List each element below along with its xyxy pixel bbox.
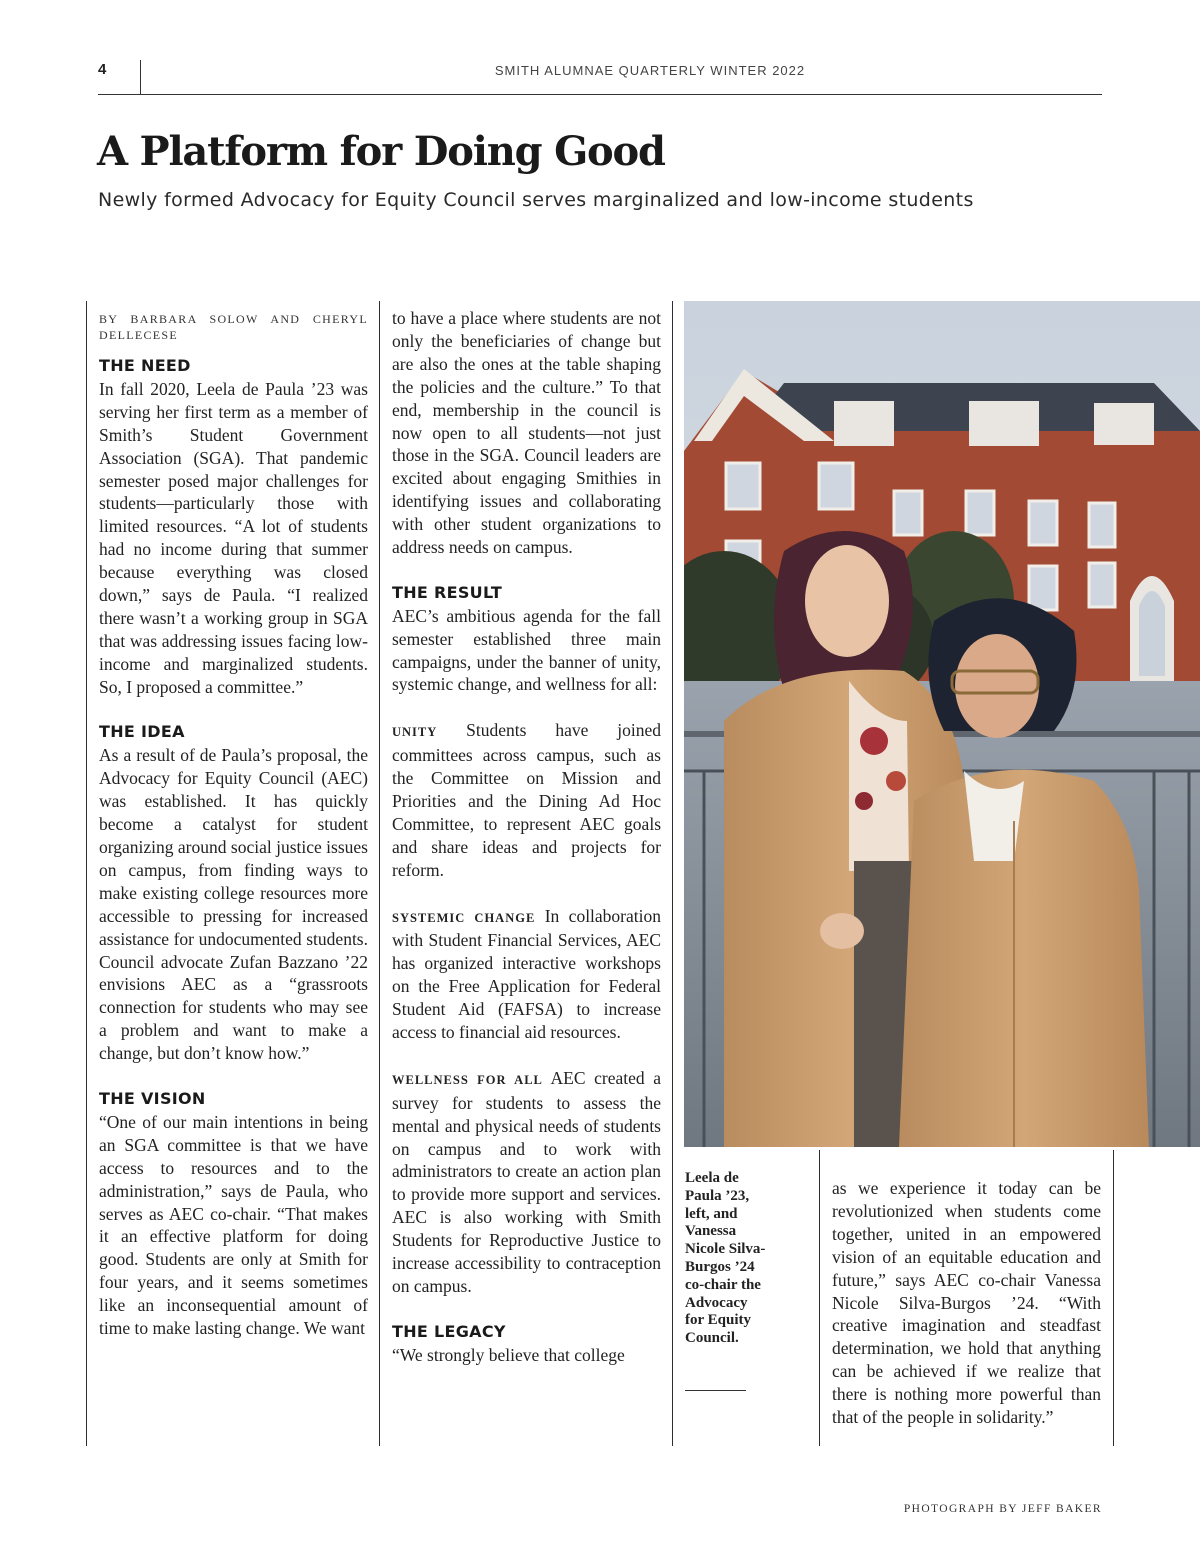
column-rule-left (86, 301, 87, 1446)
campaign-unity-label: UNITY (392, 725, 438, 740)
photo-illustration (684, 301, 1200, 1147)
column-rule-caption (819, 1150, 820, 1446)
section-heading-idea: THE IDEA (99, 722, 185, 742)
campaign-wellness-label: WELLNESS FOR ALL (392, 1072, 543, 1087)
page-number: 4 (98, 61, 107, 78)
column-rule-middle (379, 301, 380, 1446)
campaign-wellness-text: AEC created a survey for students to assess the mental and physical needs of students on campus and to work with administrators to create an action plan to provide more support and services. AEC is also working with Smith Students for Reproductive Justice to increase accessibility to contraception on campus. (392, 1067, 662, 1296)
column-rule-right (672, 301, 673, 1446)
body-vision-part1: “One of our main intentions in being an SGA committee is that we have access to resources and to the administration,” says de Paula, who serves as AEC co-chair. “That makes it an effective platform for doing good. Students are only at Smith for four years, and it seems sometimes like an inconsequential amount of time to make lasting change. We want (99, 1111, 368, 1339)
campaign-systemic-label: SYSTEMIC CHANGE (392, 910, 536, 925)
body-idea: As a result of de Paula’s proposal, the Advocacy for Equity Council (AEC) was established. It has quickly become a catalyst for student organizing around social justice issues on campus, from finding ways to make existing college resources more accessible to pressing for increased assistance for undocumented students. Council advocate Zufan Bazzano ’22 envisions AEC as a “grassroots connection for students who may see a problem and want to make a change, but don’t know how.” (99, 745, 368, 1064)
text-column-3 (832, 1177, 1101, 1429)
section-heading-need: THE NEED (99, 356, 191, 375)
photo-caption: Leela de Paula ’23, left, and Vanessa Nicole Silva-Burgos ’24 co-chair the Advocacy for Equity Council. (685, 1170, 766, 1347)
article-photo (684, 301, 1200, 1147)
body-legacy-part2: as we experience it today can be revolutionized when students come together, united in an empowered vision of an equitable education and future,” says AEC co-chair Vanessa Nicole Silva-Burgos ’24. “With creative imagination and steadfast determination, we hold that anything can be achieved if we realize that there is nothing more powerful than that of the people in solidarity.” (832, 1178, 1101, 1428)
campaign-wellness (392, 1067, 661, 1298)
article-dek: Newly formed Advocacy for Equity Council serves marginalized and low-income students (98, 189, 974, 211)
column-rule-end (1113, 1150, 1114, 1446)
section-heading-vision: THE VISION (99, 1088, 206, 1108)
section-heading-result: THE RESULT (392, 582, 503, 602)
body-legacy-part1: “We strongly believe that college (392, 1344, 625, 1365)
campaign-systemic-change (392, 905, 661, 1044)
header-rule (98, 94, 1102, 95)
campaign-systemic-text: In collaboration with Student Financial Services, AEC has organized interactive workshops on the Free Application for Federal Student Aid (FAFSA) to increase access to financial aid resources. (392, 905, 661, 1043)
body-need: In fall 2020, Leela de Paula ’23 was serving her first term as a member of Smith’s Student Government Association (SGA). That pandemic semester posed major challenges for students—particularly those with limited resources. “A lot of students had no income during that summer because everything was closed down,” says de Paula. “I realized there wasn’t a working group in SGA that was addressing issues facing low-income and marginalized students. So, I proposed a committee.” (99, 378, 368, 697)
campaign-unity (392, 719, 661, 881)
body-vision-part2: to have a place where students are not only the beneficiaries of change but are also the ones at the table shaping the policies and the culture.” To that end, membership in the council is now open to all students—not just those in the SGA. Council leaders are excited about engaging Smithies in identifying issues and collaborating with other student organizations to address needs on campus. (392, 308, 661, 558)
text-column-2 (392, 307, 661, 1367)
running-head: SMITH ALUMNAE QUARTERLY WINTER 2022 (494, 63, 806, 78)
byline: BY BARBARA SOLOW AND CHERYL DELLECESE (99, 312, 368, 342)
photo-credit: PHOTOGRAPH BY JEFF BAKER (903, 1503, 1102, 1515)
article-title: A Platform for Doing Good (97, 128, 665, 175)
campaign-unity-text: Students have joined committees across campus, such as the Committee on Mission and Priorities and the Dining Ad Hoc Committee, to represent AEC goals and share ideas and projects for reform. (392, 720, 661, 880)
body-result-intro: AEC’s ambitious agenda for the fall semester established three main campaigns, under the banner of unity, systemic change, and wellness for all: (392, 605, 661, 695)
caption-rule (685, 1390, 746, 1391)
text-column-1 (99, 311, 368, 1340)
section-heading-legacy: THE LEGACY (392, 1321, 506, 1341)
